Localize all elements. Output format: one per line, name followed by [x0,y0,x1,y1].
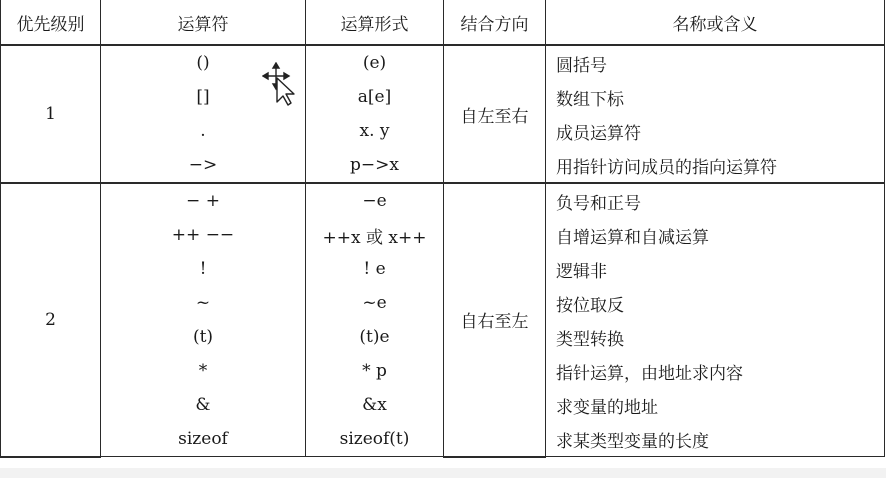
meaning-cell: 圆括号 [546,45,885,80]
header-meaning: 名称或含义 [546,0,885,45]
form-cell: a[e] [306,80,444,114]
table-row [1,183,885,218]
meaning-cell: 用指针访问成员的指向运算符 [546,148,885,183]
header-form: 运算形式 [306,0,444,45]
form-cell: p−>x [306,148,444,183]
operator-cell: [] [101,80,306,114]
form-cell: ~e [306,286,444,320]
form-cell: * p [306,354,444,388]
operator-cell: ++ −− [101,218,306,252]
form-cell: ! e [306,252,444,286]
meaning-cell: 类型转换 [546,320,885,354]
move-cursor-icon [262,62,296,106]
associativity-cell: 自左至右 [444,45,546,183]
meaning-cell: 数组下标 [546,80,885,114]
meaning-cell: 逻辑非 [546,252,885,286]
associativity-cell: 自右至左 [444,183,546,457]
form-cell: &x [306,388,444,422]
operator-cell: −> [101,148,306,183]
table-row [1,354,885,388]
header-row [1,0,885,45]
level-cell: 1 [1,45,101,183]
operator-cell: & [101,388,306,422]
operator-cell: sizeof [101,422,306,457]
operator-cell: ~ [101,286,306,320]
table-row [1,286,885,320]
operator-cell: () [101,45,306,80]
form-cell: sizeof(t) [306,422,444,457]
form-cell: ++x 或 x++ [306,218,444,252]
header-level: 优先级别 [1,0,101,45]
form-cell: x. y [306,114,444,148]
operator-cell: * [101,354,306,388]
table-row [1,422,885,457]
meaning-cell: 按位取反 [546,286,885,320]
page-shadow [0,468,886,478]
operator-cell: (t) [101,320,306,354]
header-associativity: 结合方向 [444,0,546,45]
meaning-cell: 求变量的地址 [546,388,885,422]
meaning-cell: 成员运算符 [546,114,885,148]
meaning-cell: 指针运算，由地址求内容 [546,354,885,388]
form-cell: (t)e [306,320,444,354]
form-cell: −e [306,183,444,218]
table-row [1,114,885,148]
meaning-cell: 自增运算和自减运算 [546,218,885,252]
header-operator: 运算符 [101,0,306,45]
operator-cell: . [101,114,306,148]
table-row [1,252,885,286]
form-cell: (e) [306,45,444,80]
operator-cell: − + [101,183,306,218]
table-row [1,218,885,252]
table-row [1,80,885,114]
meaning-cell: 求某类型变量的长度 [546,422,885,457]
meaning-cell: 负号和正号 [546,183,885,218]
level-cell: 2 [1,183,101,457]
table-row [1,148,885,183]
table-row [1,45,885,80]
table-row [1,320,885,354]
table-row [1,388,885,422]
operator-cell: ! [101,252,306,286]
